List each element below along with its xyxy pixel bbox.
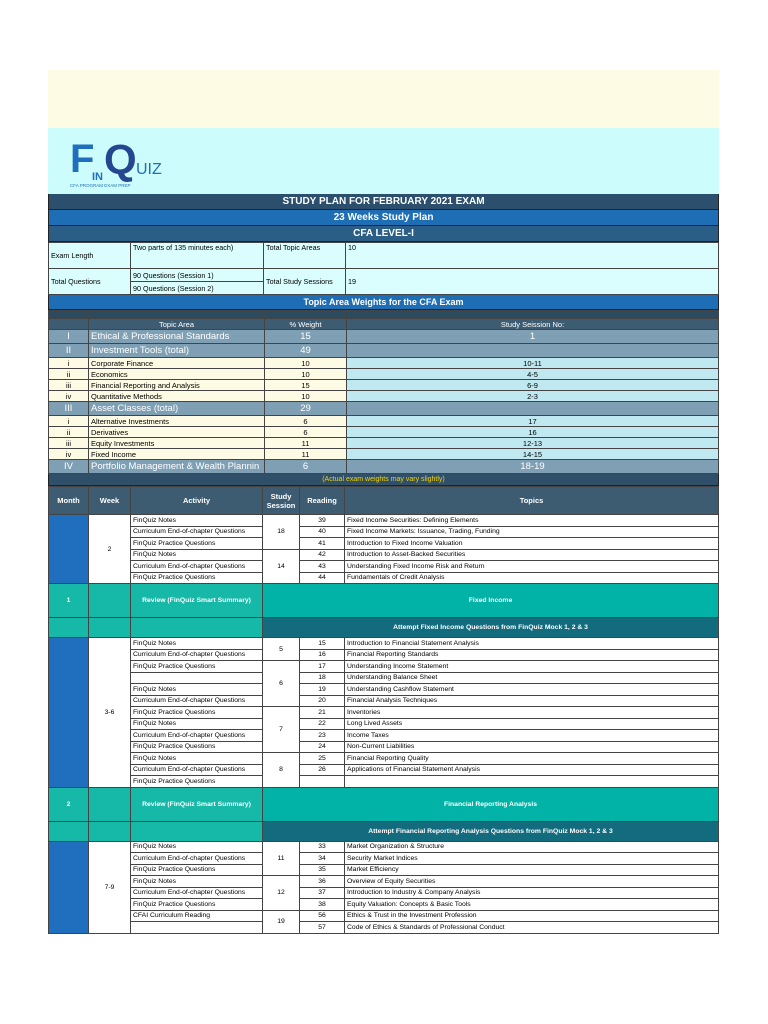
reading-cell: 57	[300, 922, 345, 934]
weights-weight: 49	[265, 344, 347, 358]
review-fixed-income: Review (FinQuiz Smart Summary)	[131, 584, 263, 618]
plan-row	[49, 684, 719, 696]
weights-num: ii	[49, 369, 89, 380]
week-cell: 2	[89, 515, 131, 584]
plan-row	[49, 707, 719, 719]
weights-area: Financial Reporting and Analysis	[89, 380, 265, 391]
weights-row	[49, 402, 719, 416]
activity-cell: FinQuiz Notes	[131, 718, 263, 730]
plan-row	[49, 515, 719, 527]
plan-row	[49, 864, 719, 876]
weights-row	[49, 460, 719, 474]
fixed-income-title: Fixed Income	[263, 584, 719, 618]
reading-cell: 35	[300, 864, 345, 876]
topic-cell: Fundamentals of Credit Analysis	[345, 572, 719, 584]
topic-cell: Understanding Income Statement	[345, 661, 719, 673]
total-sessions-label: Total Study Sessions	[264, 269, 346, 295]
activity-cell: Curriculum End-of-chapter Questions	[131, 526, 263, 538]
logo-tagline: CFA PROGRAM EXAM PREP	[70, 183, 131, 188]
topic-cell: Security Market Indices	[345, 853, 719, 865]
weights-area: Fixed Income	[89, 449, 265, 460]
weights-weight: 15	[265, 380, 347, 391]
reading-cell: 17	[300, 661, 345, 673]
plan-row	[49, 876, 719, 888]
weights-weight: 6	[265, 416, 347, 427]
session-cell: 5	[263, 638, 300, 661]
weights-area: Asset Classes (total)	[89, 402, 265, 416]
reading-cell: 44	[300, 572, 345, 584]
activity-cell: FinQuiz Practice Questions	[131, 741, 263, 753]
weights-weight: 10	[265, 358, 347, 369]
weights-weight: 6	[265, 460, 347, 474]
topic-cell: Market Efficiency	[345, 864, 719, 876]
weights-note: (Actual exam weights may vary slightly)	[48, 474, 719, 486]
reading-cell: 36	[300, 876, 345, 888]
weights-num: iii	[49, 438, 89, 449]
financial-reporting-title: Financial Reporting Analysis	[263, 787, 719, 821]
weights-num: I	[49, 330, 89, 344]
weights-area: Equity Investments	[89, 438, 265, 449]
weights-session: 4-5	[347, 369, 719, 380]
week-cell	[89, 821, 131, 841]
activity-cell: FinQuiz Practice Questions	[131, 572, 263, 584]
reading-cell: 18	[300, 672, 345, 684]
reading-cell: 41	[300, 538, 345, 550]
plan-row	[49, 841, 719, 853]
plan-head-activity: Activity	[131, 487, 263, 515]
weights-area: Derivatives	[89, 427, 265, 438]
finquiz-logo-icon	[70, 134, 180, 192]
month-cell	[49, 821, 89, 841]
weights-num: IV	[49, 460, 89, 474]
weights-row	[49, 449, 719, 460]
topic-cell: Understanding Fixed Income Risk and Return	[345, 561, 719, 573]
week-cell	[89, 618, 131, 638]
weights-head-weight: % Weight	[265, 319, 347, 330]
session-cell: 14	[263, 549, 300, 584]
topic-cell: Fixed Income Markets: Issuance, Trading, Funding	[345, 526, 719, 538]
month-cell: 1	[49, 584, 89, 618]
activity-cell: FinQuiz Practice Questions	[131, 538, 263, 550]
reading-cell: 15	[300, 638, 345, 650]
questions-session-1: 90 Questions (Session 1)	[131, 269, 264, 282]
topic-areas-label: Total Topic Areas	[264, 243, 346, 269]
reading-cell: 16	[300, 649, 345, 661]
plan-row	[49, 538, 719, 550]
weights-session: 14-15	[347, 449, 719, 460]
activity-cell: FinQuiz Notes	[131, 753, 263, 765]
svg-text:IN: IN	[92, 171, 103, 183]
topic-cell: Introduction to Fixed Income Valuation	[345, 538, 719, 550]
plan-row	[49, 549, 719, 561]
reading-cell: 23	[300, 730, 345, 742]
topic-weights-table	[48, 310, 719, 474]
reading-cell: 38	[300, 899, 345, 911]
topic-cell: Introduction to Asset-Backed Securities	[345, 549, 719, 561]
weights-row	[49, 416, 719, 427]
topic-cell: Long Lived Assets	[345, 718, 719, 730]
activity-cell: FinQuiz Notes	[131, 841, 263, 853]
exam-length-value: Two parts of 135 minutes each)	[131, 243, 264, 269]
exam-info-table	[48, 242, 719, 295]
topic-cell: Applications of Financial Statement Analysis	[345, 764, 719, 776]
weights-session: 2-3	[347, 391, 719, 402]
weights-weight: 10	[265, 369, 347, 380]
activity-cell: CFAI Curriculum Reading	[131, 910, 263, 922]
plan-row	[49, 526, 719, 538]
topic-cell: Financial Analysis Techniques	[345, 695, 719, 707]
plan-level: CFA LEVEL-I	[48, 226, 719, 242]
weights-weight: 29	[265, 402, 347, 416]
weights-weight: 10	[265, 391, 347, 402]
weights-num: i	[49, 358, 89, 369]
topic-cell: Market Organization & Structure	[345, 841, 719, 853]
weights-session: 6-9	[347, 380, 719, 391]
weights-row	[49, 344, 719, 358]
weights-weight: 15	[265, 330, 347, 344]
weights-title: Topic Area Weights for the CFA Exam	[48, 295, 719, 310]
session-cell: 8	[263, 753, 300, 788]
session-cell: 6	[263, 661, 300, 707]
plan-row	[49, 764, 719, 776]
weights-row	[49, 358, 719, 369]
session-cell: 19	[263, 910, 300, 933]
questions-session-2: 90 Questions (Session 2)	[131, 282, 264, 295]
activity-cell: Curriculum End-of-chapter Questions	[131, 695, 263, 707]
topic-cell: Financial Reporting Quality	[345, 753, 719, 765]
activity-cell	[131, 922, 263, 934]
week-cell	[89, 584, 131, 618]
reading-cell: 19	[300, 684, 345, 696]
exam-length-label: Exam Length	[49, 243, 131, 269]
plan-row	[49, 672, 719, 684]
weights-session: 1	[347, 330, 719, 344]
week-cell: 7-9	[89, 841, 131, 933]
financial-reporting-attempt: Attempt Financial Reporting Analysis Questions from FinQuiz Mock 1, 2 & 3	[263, 821, 719, 841]
activity-cell: FinQuiz Notes	[131, 549, 263, 561]
weights-row	[49, 369, 719, 380]
topic-cell: Financial Reporting Standards	[345, 649, 719, 661]
weights-session	[347, 402, 719, 416]
weights-head-session: Study Seission No:	[347, 319, 719, 330]
activity-cell: FinQuiz Practice Questions	[131, 864, 263, 876]
plan-row	[49, 718, 719, 730]
session-cell: 7	[263, 707, 300, 753]
activity-cell: Curriculum End-of-chapter Questions	[131, 887, 263, 899]
weights-area: Ethical & Professional Standards	[89, 330, 265, 344]
total-sessions-value: 19	[346, 269, 719, 295]
plan-row	[49, 561, 719, 573]
reading-cell: 56	[300, 910, 345, 922]
reading-cell: 22	[300, 718, 345, 730]
review-financial-reporting: Review (FinQuiz Smart Summary)	[131, 787, 263, 821]
weights-weight: 11	[265, 449, 347, 460]
study-plan-table	[48, 486, 719, 934]
plan-row	[49, 753, 719, 765]
reading-cell: 40	[300, 526, 345, 538]
topic-cell: Overview of Equity Securities	[345, 876, 719, 888]
plan-head-session: Study Session	[263, 487, 300, 515]
plan-row	[49, 661, 719, 673]
plan-row	[49, 776, 719, 788]
svg-text:F: F	[70, 137, 95, 181]
reading-cell: 37	[300, 887, 345, 899]
weights-area: Alternative Investments	[89, 416, 265, 427]
month-cell	[49, 618, 89, 638]
logo-band	[48, 128, 719, 194]
top-band	[48, 70, 719, 128]
weights-row	[49, 330, 719, 344]
topic-cell: Understanding Balance Sheet	[345, 672, 719, 684]
plan-head-month: Month	[49, 487, 89, 515]
topic-cell: Code of Ethics & Standards of Professional Conduct	[345, 922, 719, 934]
weights-area: Investment Tools (total)	[89, 344, 265, 358]
plan-row	[49, 922, 719, 934]
weights-area: Quantitative Methods	[89, 391, 265, 402]
topic-cell: Inventories	[345, 707, 719, 719]
plan-row	[49, 853, 719, 865]
activity-cell: FinQuiz Notes	[131, 515, 263, 527]
weights-session: 17	[347, 416, 719, 427]
topic-cell: Introduction to Financial Statement Analysis	[345, 638, 719, 650]
month-cell	[49, 638, 89, 788]
activity-cell: FinQuiz Notes	[131, 684, 263, 696]
activity-cell: FinQuiz Practice Questions	[131, 707, 263, 719]
fixed-income-attempt: Attempt Fixed Income Questions from FinQuiz Mock 1, 2 & 3	[263, 618, 719, 638]
plan-row	[49, 741, 719, 753]
weights-num: III	[49, 402, 89, 416]
topic-cell: Non-Current Liabilities	[345, 741, 719, 753]
weights-num: i	[49, 416, 89, 427]
plan-row	[49, 899, 719, 911]
weights-session: 16	[347, 427, 719, 438]
weights-num: iv	[49, 449, 89, 460]
weights-num: II	[49, 344, 89, 358]
topic-cell: Understanding Cashflow Statement	[345, 684, 719, 696]
plan-head-week: Week	[89, 487, 131, 515]
total-questions-label: Total Questions	[49, 269, 131, 295]
activity-cell: FinQuiz Notes	[131, 876, 263, 888]
week-cell: 3-6	[89, 638, 131, 788]
reading-cell: 21	[300, 707, 345, 719]
activity-cell: Curriculum End-of-chapter Questions	[131, 853, 263, 865]
svg-text:Q: Q	[104, 136, 137, 183]
plan-row	[49, 638, 719, 650]
weights-num: ii	[49, 427, 89, 438]
reading-cell: 20	[300, 695, 345, 707]
plan-row	[49, 649, 719, 661]
plan-row	[49, 887, 719, 899]
activity-cell: Curriculum End-of-chapter Questions	[131, 649, 263, 661]
plan-title: STUDY PLAN FOR FEBRUARY 2021 EXAM	[48, 194, 719, 210]
weights-session: 12-13	[347, 438, 719, 449]
plan-weeks: 23 Weeks Study Plan	[48, 210, 719, 226]
weights-session	[347, 344, 719, 358]
weights-area: Corporate Finance	[89, 358, 265, 369]
plan-row	[49, 910, 719, 922]
reading-cell: 25	[300, 753, 345, 765]
activity-cell: FinQuiz Practice Questions	[131, 661, 263, 673]
session-cell: 12	[263, 876, 300, 911]
weights-weight: 6	[265, 427, 347, 438]
activity-cell: Curriculum End-of-chapter Questions	[131, 561, 263, 573]
reading-cell: 39	[300, 515, 345, 527]
weights-session: 10-11	[347, 358, 719, 369]
weights-area: Economics	[89, 369, 265, 380]
weights-head-area: Topic Area	[89, 319, 265, 330]
weights-row	[49, 380, 719, 391]
plan-row	[49, 695, 719, 707]
weights-session: 18-19	[347, 460, 719, 474]
plan-row	[49, 730, 719, 742]
activity-cell: Curriculum End-of-chapter Questions	[131, 764, 263, 776]
reading-cell: 33	[300, 841, 345, 853]
weights-area: Portfolio Management & Wealth Plannin	[89, 460, 265, 474]
topic-cell: Fixed Income Securities: Defining Elements	[345, 515, 719, 527]
weights-weight: 11	[265, 438, 347, 449]
session-cell: 11	[263, 841, 300, 876]
topic-areas-value: 10	[346, 243, 719, 269]
reading-cell: 24	[300, 741, 345, 753]
plan-head-topics: Topics	[345, 487, 719, 515]
reading-cell: 26	[300, 764, 345, 776]
activity-cell: FinQuiz Practice Questions	[131, 776, 263, 788]
month-cell	[49, 515, 89, 584]
plan-head-reading: Reading	[300, 487, 345, 515]
topic-cell: Ethics & Trust in the Investment Profession	[345, 910, 719, 922]
week-cell	[89, 787, 131, 821]
study-plan-sheet	[48, 70, 719, 934]
svg-text:UIZ: UIZ	[136, 161, 162, 178]
activity-cell: FinQuiz Notes	[131, 638, 263, 650]
topic-cell: Equity Valuation: Concepts & Basic Tools	[345, 899, 719, 911]
weights-num: iii	[49, 380, 89, 391]
weights-row	[49, 391, 719, 402]
topic-cell	[345, 776, 719, 788]
weights-num: iv	[49, 391, 89, 402]
reading-cell: 42	[300, 549, 345, 561]
activity-cell: Curriculum End-of-chapter Questions	[131, 730, 263, 742]
activity-cell: FinQuiz Practice Questions	[131, 899, 263, 911]
activity-cell	[131, 672, 263, 684]
session-cell: 18	[263, 515, 300, 550]
topic-cell: Introduction to Industry & Company Analysis	[345, 887, 719, 899]
reading-cell: 43	[300, 561, 345, 573]
weights-row	[49, 427, 719, 438]
month-cell: 2	[49, 787, 89, 821]
plan-row	[49, 572, 719, 584]
reading-cell: 34	[300, 853, 345, 865]
topic-cell: Income Taxes	[345, 730, 719, 742]
month-cell	[49, 841, 89, 933]
reading-cell	[300, 776, 345, 788]
weights-row	[49, 438, 719, 449]
